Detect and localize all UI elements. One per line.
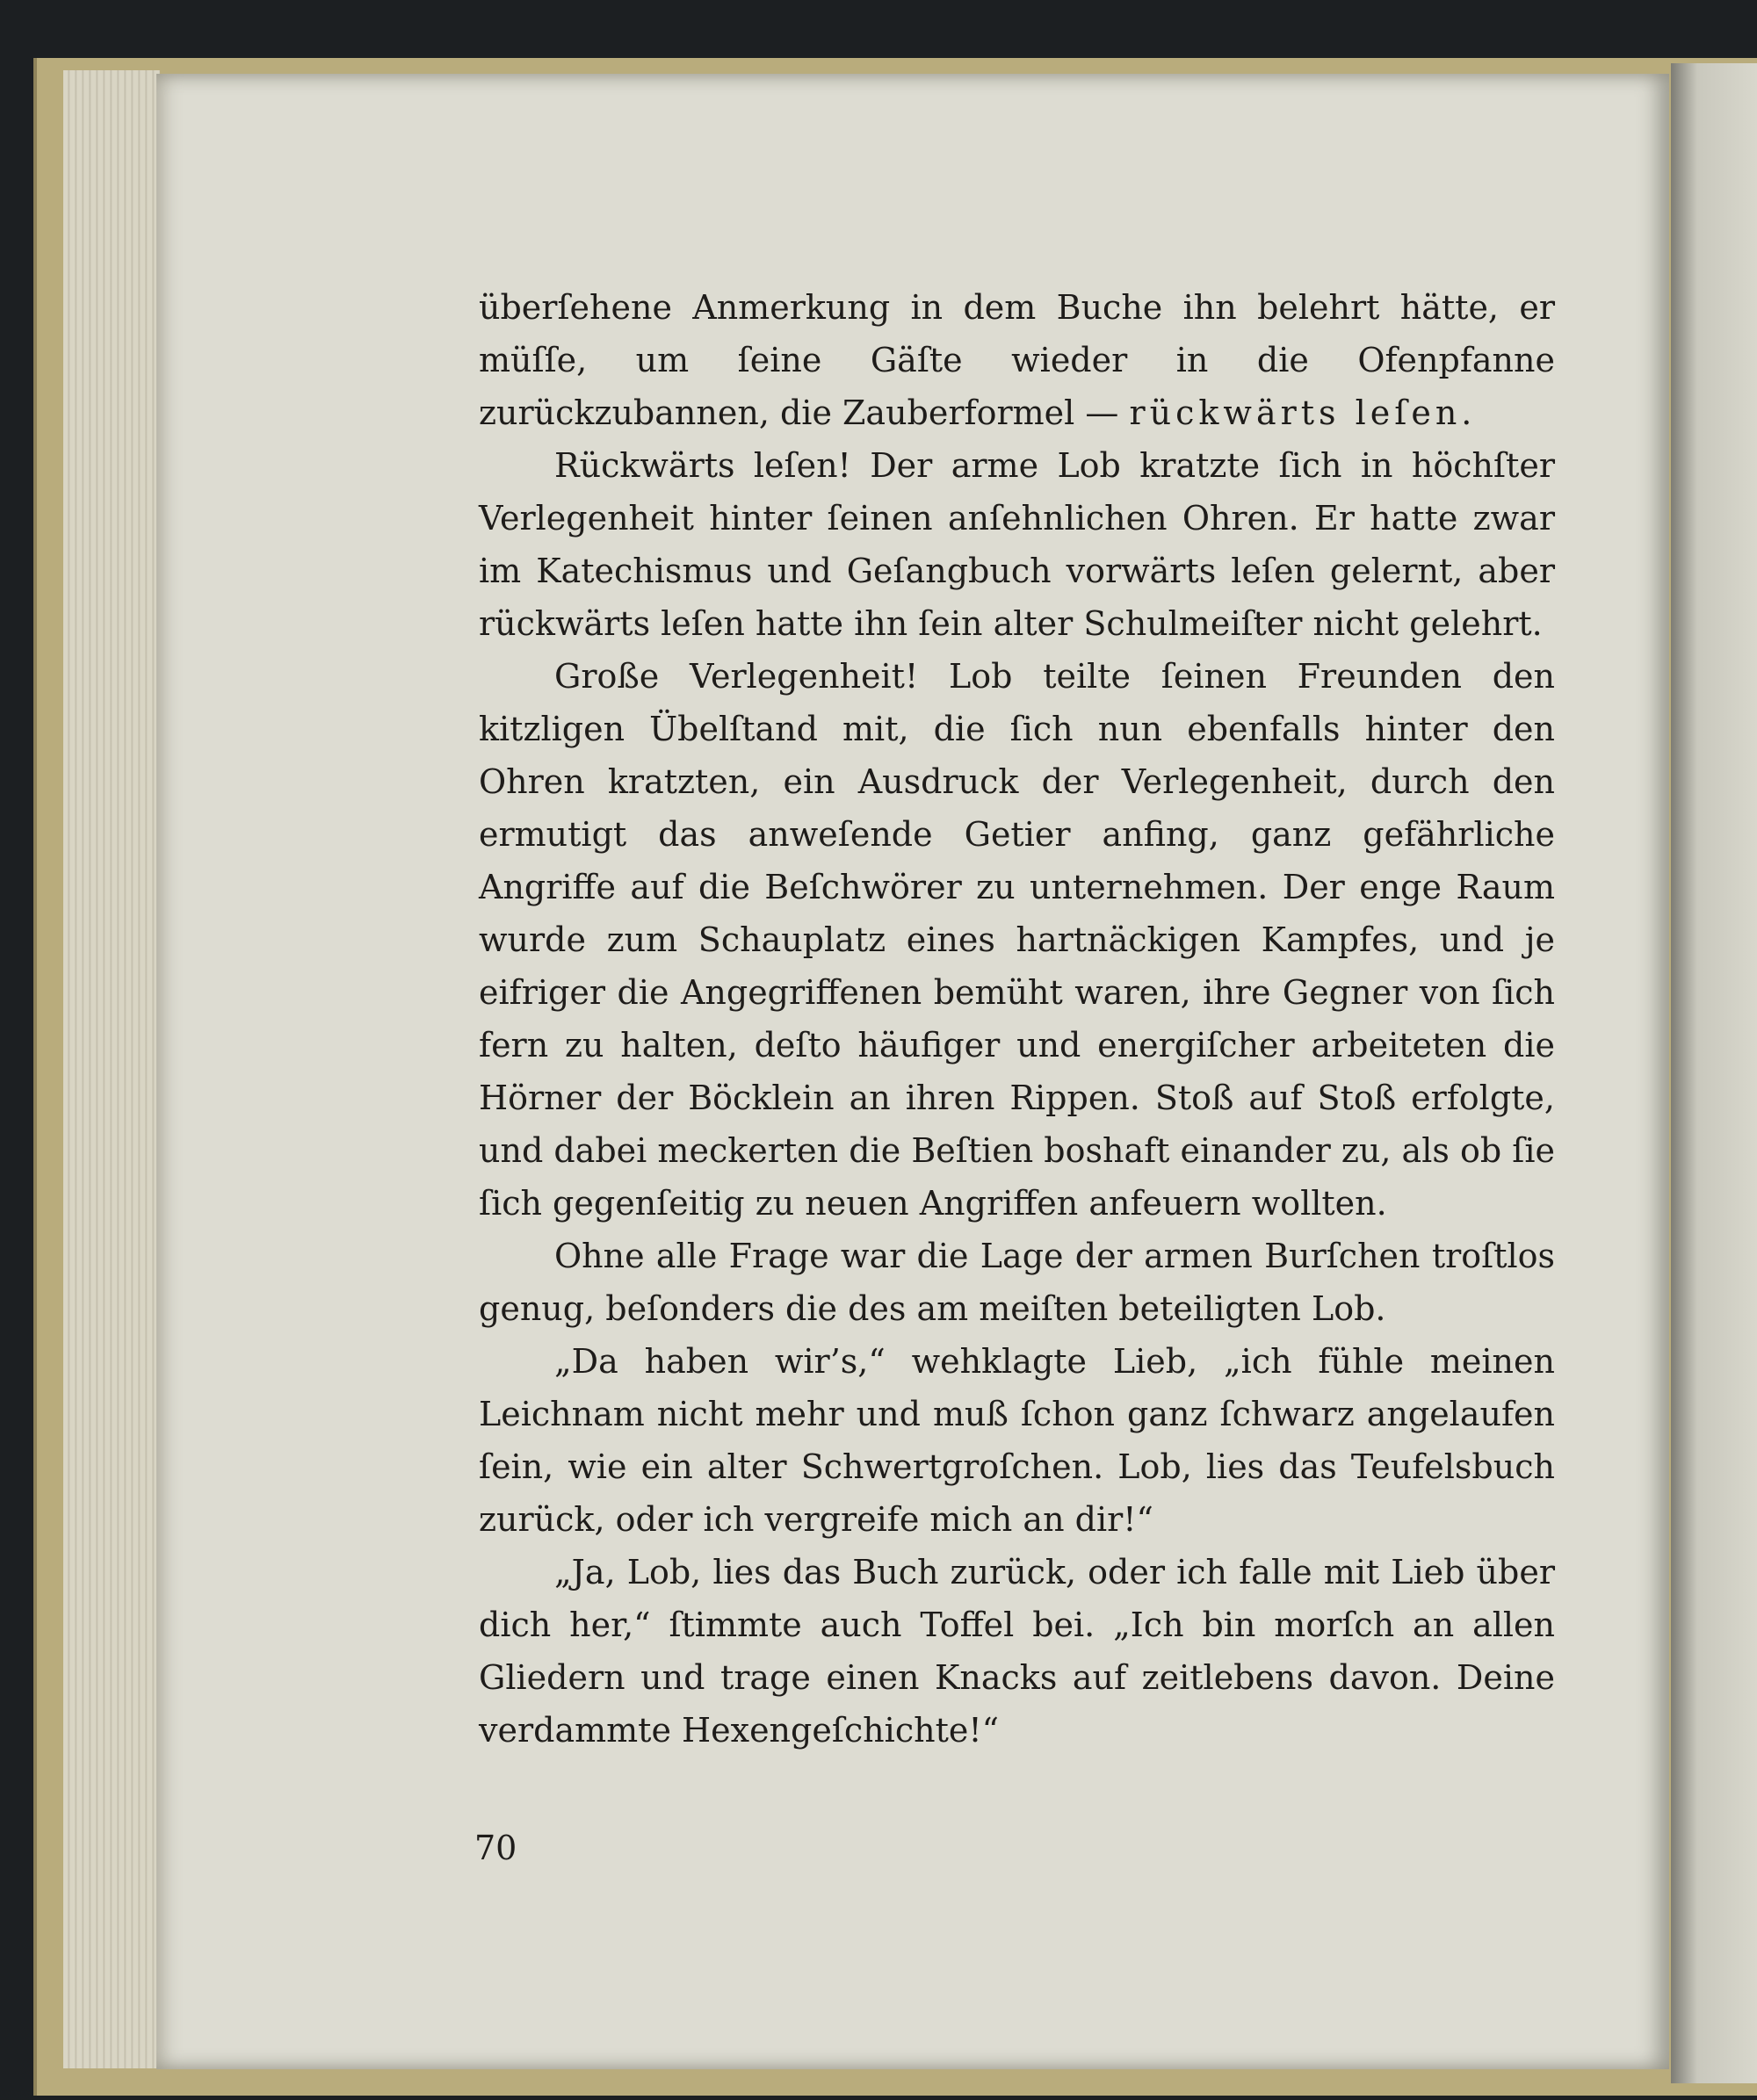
paragraph-1-text: überſehene Anmerkung in dem Buche ihn belehrt hätte, er müſſe, um ſeine Gäſte wieder in die Ofenpfanne zurückzubannen, die Zauberformel —	[479, 288, 1555, 432]
paragraph-5: „Da haben wir’s,“ wehklagte Lieb, „ich fühle meinen Leichnam nicht mehr und muß ſchon ganz ſchwarz angelaufen ſein, wie ein alter Schwertgroſchen. Lob, lies das Teufelsbuch zurück, oder ich vergreife mich an dir!“	[479, 1342, 1555, 1539]
spaced-emphasis: rückwärts leſen	[1129, 393, 1462, 432]
paragraph-1-end: .	[1461, 393, 1472, 432]
page-number: 70	[474, 1829, 517, 1867]
paragraph-2: Rückwärts leſen! Der arme Lob kratzte ſich in höchſter Verlegenheit hinter ſeinen anſehnlichen Ohren. Er hatte zwar im Katechismus und Geſangbuch vorwärts leſen gelernt, aber rückwärts leſen hatte ihn ſein alter Schulmeiſter nicht gelehrt.	[479, 446, 1555, 643]
paragraph-6: „Ja, Lob, lies das Buch zurück, oder ich falle mit Lieb über dich her,“ ſtimmte auch Toffel bei. „Ich bin morſch an allen Gliedern und trage einen Knacks auf zeitlebens davon. Deine verdammte Hexengeſchichte!“	[479, 1553, 1555, 1750]
paragraph-1	[479, 281, 1555, 439]
right-page-edge	[1671, 63, 1757, 2083]
page-edges	[63, 70, 160, 2068]
page-text	[479, 281, 1555, 1757]
paragraph-4: Ohne alle Frage war die Lage der armen Burſchen troſtlos genug, beſonders die des am meiſten beteiligten Lob.	[479, 1237, 1555, 1328]
paragraph-3: Große Verlegenheit! Lob teilte ſeinen Freunden den kitzligen Übelſtand mit, die ſich nun ebenfalls hinter den Ohren kratzten, ein Ausdruck der Verlegenheit, durch den ermutigt das anweſende Getier anfing, ganz gefährliche Angriffe auf die Beſchwörer zu unternehmen. Der enge Raum wurde zum Schauplatz eines hartnäckigen Kampfes, und je eifriger die Angegriffenen bemüht waren, ihre Gegner von ſich fern zu halten, deſto häufiger und energiſcher arbeiteten die Hörner der Böcklein an ihren Rippen. Stoß auf Stoß erfolgte, und dabei meckerten die Beſtien boshaft einander zu, als ob ſie ſich gegenſeitig zu neuen Angriffen anfeuern wollten.	[479, 657, 1555, 1223]
